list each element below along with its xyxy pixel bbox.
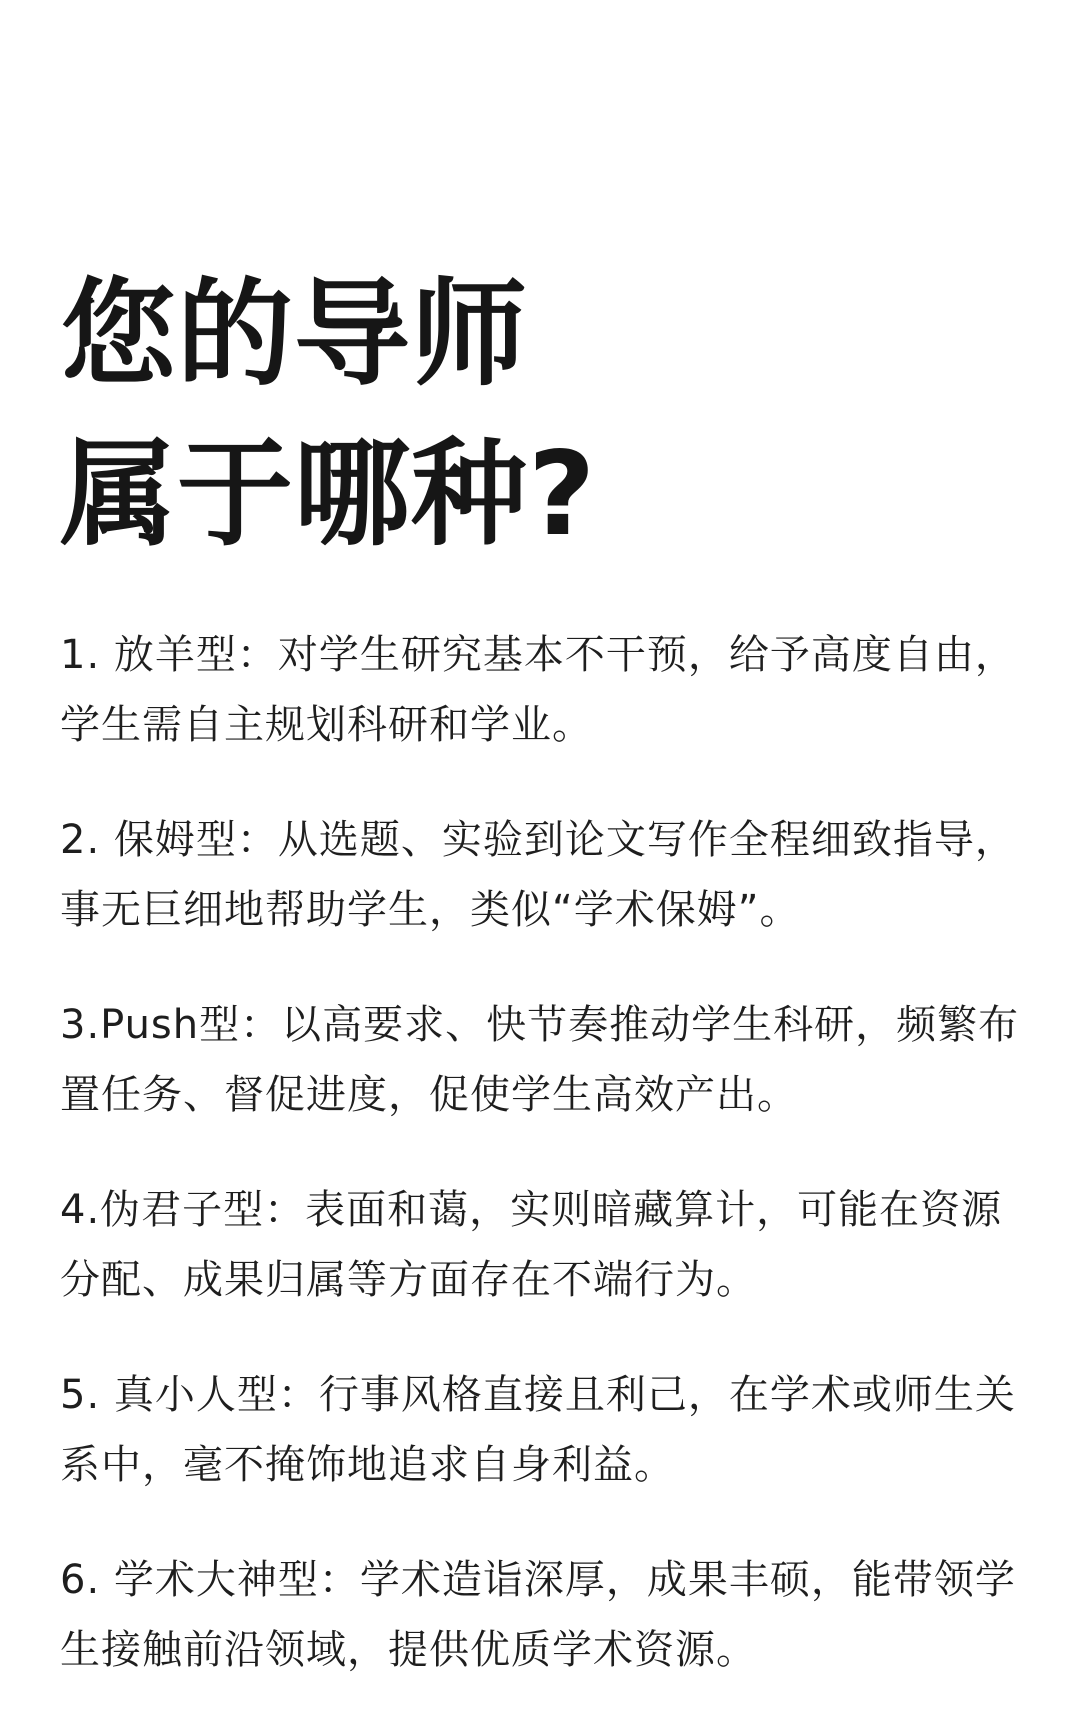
list-item: 5. 真小人型：行事风格直接且利己，在学术或师生关系中，毫不掩饰地追求自身利益。 [60, 1372, 1016, 1488]
list-item: 3.Push型：以高要求、快节奏推动学生科研，频繁布置任务、督促进度，促使学生高效产出。 [60, 1002, 1020, 1118]
list-item: 4.伪君子型：表面和蔼，实则暗藏算计，可能在资源分配、成果归属等方面存在不端行为。 [60, 1187, 1003, 1303]
title-line-2: 属于哪种? [60, 427, 597, 562]
list-item: 6. 学术大神型：学术造诣深厚，成果丰硕，能带领学生接触前沿领域，提供优质学术资源。 [60, 1557, 1016, 1673]
page-title [60, 255, 596, 575]
list-item: 2. 保姆型：从选题、实验到论文写作全程细致指导，事无巨细地帮助学生，类似“学术保姆”。 [60, 817, 1016, 933]
mentor-type-list [60, 620, 1020, 1730]
list-item: 1. 放羊型：对学生研究基本不干预，给予高度自由，学生需自主规划科研和学业。 [60, 632, 1016, 748]
title-line-1: 您的导师 [60, 267, 528, 402]
